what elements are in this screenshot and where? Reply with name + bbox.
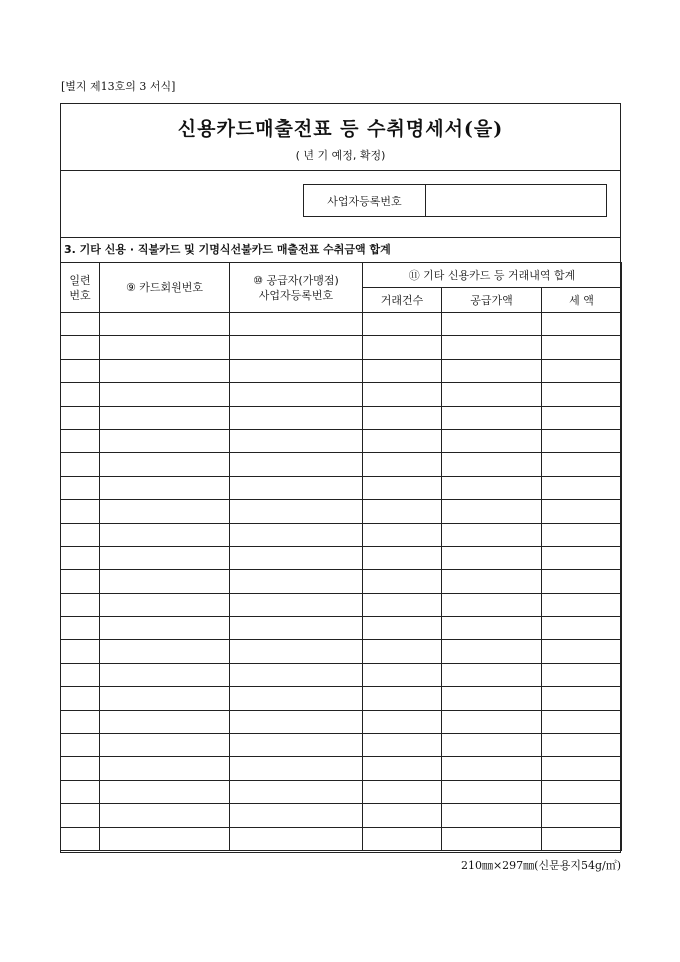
tax-amount-cell[interactable]	[542, 804, 622, 827]
table-row	[61, 453, 622, 476]
supply-amount-cell[interactable]	[442, 453, 542, 476]
card-number-cell[interactable]	[100, 780, 230, 803]
registration-section	[61, 170, 620, 238]
transaction-count-cell[interactable]	[363, 406, 442, 429]
table-row	[61, 617, 622, 640]
supplier-registration-cell[interactable]	[230, 570, 363, 593]
supply-amount-cell[interactable]	[442, 663, 542, 686]
card-number-cell[interactable]	[100, 336, 230, 359]
serial-number-cell[interactable]	[61, 710, 100, 733]
supply-amount-cell[interactable]	[442, 429, 542, 452]
table-row	[61, 663, 622, 686]
tax-amount-cell[interactable]	[542, 757, 622, 780]
supplier-registration-cell[interactable]	[230, 687, 363, 710]
card-number-cell[interactable]	[100, 453, 230, 476]
form-number-label: [별지 제13호의 3 서식]	[61, 80, 176, 93]
serial-number-cell[interactable]	[61, 687, 100, 710]
supplier-registration-cell[interactable]	[230, 453, 363, 476]
transaction-count-cell[interactable]	[363, 617, 442, 640]
table-row	[61, 429, 622, 452]
supplier-registration-cell[interactable]	[230, 617, 363, 640]
transaction-count-cell[interactable]	[363, 757, 442, 780]
supply-amount-cell[interactable]	[442, 546, 542, 569]
supplier-registration-cell[interactable]	[230, 429, 363, 452]
table-row	[61, 593, 622, 616]
card-number-cell[interactable]	[100, 617, 230, 640]
supplier-registration-cell[interactable]	[230, 710, 363, 733]
transaction-count-cell[interactable]	[363, 780, 442, 803]
tax-amount-cell[interactable]	[542, 359, 622, 382]
supply-amount-cell[interactable]	[442, 640, 542, 663]
supplier-registration-cell[interactable]	[230, 383, 363, 406]
table-header-row	[61, 263, 622, 288]
tax-amount-cell[interactable]	[542, 827, 622, 850]
serial-number-cell[interactable]	[61, 804, 100, 827]
supplier-registration-cell[interactable]	[230, 734, 363, 757]
paper-size-note: 210㎜×297㎜(신문용지54g/㎡)	[460, 859, 621, 872]
card-number-cell[interactable]	[100, 593, 230, 616]
receipt-table	[60, 262, 622, 851]
serial-number-cell[interactable]	[61, 757, 100, 780]
supplier-registration-cell[interactable]	[230, 523, 363, 546]
tax-amount-cell[interactable]	[542, 383, 622, 406]
serial-number-cell[interactable]	[61, 500, 100, 523]
card-number-cell[interactable]	[100, 476, 230, 499]
supplier-registration-cell[interactable]	[230, 336, 363, 359]
supply-amount-cell[interactable]	[442, 710, 542, 733]
supplier-registration-cell[interactable]	[230, 313, 363, 336]
transaction-count-cell[interactable]	[363, 640, 442, 663]
transaction-count-cell[interactable]	[363, 383, 442, 406]
card-number-cell[interactable]	[100, 500, 230, 523]
table-row	[61, 500, 622, 523]
transaction-count-cell[interactable]	[363, 734, 442, 757]
supply-amount-cell[interactable]	[442, 827, 542, 850]
table-row	[61, 476, 622, 499]
tax-amount-cell[interactable]	[542, 453, 622, 476]
card-number-cell[interactable]	[100, 406, 230, 429]
transaction-count-cell[interactable]	[363, 523, 442, 546]
table-row	[61, 687, 622, 710]
supplier-registration-header: ⑩ 공급자(가맹점) 사업자등록번호	[230, 263, 363, 313]
card-number-cell[interactable]	[100, 663, 230, 686]
serial-number-cell[interactable]	[61, 383, 100, 406]
card-number-cell[interactable]	[100, 359, 230, 382]
business-registration-field[interactable]	[425, 184, 607, 217]
supply-amount-header: 공급가액	[442, 288, 542, 313]
supply-amount-cell[interactable]	[442, 476, 542, 499]
transaction-count-cell[interactable]	[363, 710, 442, 733]
card-number-cell[interactable]	[100, 804, 230, 827]
serial-number-cell[interactable]	[61, 359, 100, 382]
serial-number-cell[interactable]	[61, 406, 100, 429]
tax-amount-cell[interactable]	[542, 663, 622, 686]
card-number-cell[interactable]	[100, 313, 230, 336]
form-title: 신용카드매출전표 등 수취명세서(을)	[177, 118, 504, 140]
serial-number-header: 일련 번호	[61, 263, 100, 313]
transaction-count-cell[interactable]	[363, 593, 442, 616]
tax-amount-cell[interactable]	[542, 640, 622, 663]
supply-amount-cell[interactable]	[442, 359, 542, 382]
period-subtitle: ( 년 기 예정, 확정)	[295, 149, 386, 162]
transaction-count-header: 거래건수	[363, 288, 442, 313]
transaction-count-cell[interactable]	[363, 687, 442, 710]
supply-amount-cell[interactable]	[442, 804, 542, 827]
transaction-count-cell[interactable]	[363, 453, 442, 476]
transaction-count-cell[interactable]	[363, 313, 442, 336]
card-number-cell[interactable]	[100, 710, 230, 733]
serial-number-cell[interactable]	[61, 570, 100, 593]
tax-amount-cell[interactable]	[542, 617, 622, 640]
card-number-cell[interactable]	[100, 687, 230, 710]
card-number-cell[interactable]	[100, 827, 230, 850]
supplier-registration-cell[interactable]	[230, 827, 363, 850]
title-section	[61, 104, 620, 171]
supplier-registration-cell[interactable]	[230, 757, 363, 780]
table-row	[61, 336, 622, 359]
serial-number-cell[interactable]	[61, 313, 100, 336]
serial-number-cell[interactable]	[61, 523, 100, 546]
supply-amount-cell[interactable]	[442, 617, 542, 640]
serial-number-cell[interactable]	[61, 593, 100, 616]
tax-amount-cell[interactable]	[542, 406, 622, 429]
business-registration-label: 사업자등록번호	[303, 184, 426, 217]
serial-number-cell[interactable]	[61, 476, 100, 499]
serial-number-cell[interactable]	[61, 336, 100, 359]
serial-number-cell[interactable]	[61, 663, 100, 686]
table-row	[61, 313, 622, 336]
supplier-registration-cell[interactable]	[230, 500, 363, 523]
transaction-count-cell[interactable]	[363, 546, 442, 569]
tax-amount-cell[interactable]	[542, 687, 622, 710]
tax-amount-cell[interactable]	[542, 500, 622, 523]
supply-amount-cell[interactable]	[442, 593, 542, 616]
table-row	[61, 734, 622, 757]
supplier-registration-cell[interactable]	[230, 359, 363, 382]
tax-amount-header: 세 액	[542, 288, 622, 313]
table-row	[61, 804, 622, 827]
form-frame	[60, 103, 621, 853]
table-row	[61, 359, 622, 382]
supplier-registration-cell[interactable]	[230, 546, 363, 569]
supplier-registration-cell[interactable]	[230, 663, 363, 686]
supplier-registration-cell[interactable]	[230, 406, 363, 429]
tax-amount-cell[interactable]	[542, 780, 622, 803]
tax-amount-cell[interactable]	[542, 593, 622, 616]
supply-amount-cell[interactable]	[442, 687, 542, 710]
supply-amount-cell[interactable]	[442, 500, 542, 523]
card-number-cell[interactable]	[100, 757, 230, 780]
serial-number-cell[interactable]	[61, 546, 100, 569]
serial-number-cell[interactable]	[61, 734, 100, 757]
transaction-count-cell[interactable]	[363, 429, 442, 452]
supply-amount-cell[interactable]	[442, 570, 542, 593]
supplier-registration-cell[interactable]	[230, 476, 363, 499]
table-row	[61, 780, 622, 803]
tax-amount-cell[interactable]	[542, 546, 622, 569]
tax-amount-cell[interactable]	[542, 429, 622, 452]
supply-amount-cell[interactable]	[442, 313, 542, 336]
card-number-header: ⑨ 카드회원번호	[100, 263, 230, 313]
supply-amount-cell[interactable]	[442, 383, 542, 406]
supplier-registration-cell[interactable]	[230, 593, 363, 616]
supply-amount-cell[interactable]	[442, 523, 542, 546]
transaction-count-cell[interactable]	[363, 336, 442, 359]
serial-number-cell[interactable]	[61, 453, 100, 476]
table-row	[61, 546, 622, 569]
supplier-registration-cell[interactable]	[230, 640, 363, 663]
table-row	[61, 640, 622, 663]
supply-amount-cell[interactable]	[442, 780, 542, 803]
transaction-count-cell[interactable]	[363, 827, 442, 850]
tax-amount-cell[interactable]	[542, 734, 622, 757]
card-number-cell[interactable]	[100, 570, 230, 593]
card-number-cell[interactable]	[100, 640, 230, 663]
card-number-cell[interactable]	[100, 734, 230, 757]
supplier-registration-cell[interactable]	[230, 804, 363, 827]
table-row	[61, 710, 622, 733]
table-row	[61, 406, 622, 429]
tax-amount-cell[interactable]	[542, 336, 622, 359]
card-number-cell[interactable]	[100, 383, 230, 406]
serial-number-cell[interactable]	[61, 640, 100, 663]
transaction-count-cell[interactable]	[363, 663, 442, 686]
tax-amount-cell[interactable]	[542, 476, 622, 499]
table-row	[61, 383, 622, 406]
table-row	[61, 827, 622, 850]
serial-number-cell[interactable]	[61, 827, 100, 850]
transaction-count-cell[interactable]	[363, 500, 442, 523]
section-heading: 3. 기타 신용 · 직불카드 및 기명식선불카드 매출전표 수취금액 합계	[64, 243, 391, 256]
tax-amount-cell[interactable]	[542, 313, 622, 336]
tax-amount-cell[interactable]	[542, 710, 622, 733]
table-row	[61, 757, 622, 780]
supply-amount-cell[interactable]	[442, 336, 542, 359]
card-number-cell[interactable]	[100, 429, 230, 452]
transaction-count-cell[interactable]	[363, 359, 442, 382]
tax-amount-cell[interactable]	[542, 570, 622, 593]
tax-amount-cell[interactable]	[542, 523, 622, 546]
table-row	[61, 523, 622, 546]
supply-amount-cell[interactable]	[442, 406, 542, 429]
serial-number-cell[interactable]	[61, 617, 100, 640]
table-body	[61, 313, 622, 851]
supply-amount-cell[interactable]	[442, 757, 542, 780]
supplier-registration-cell[interactable]	[230, 780, 363, 803]
card-number-cell[interactable]	[100, 546, 230, 569]
transaction-count-cell[interactable]	[363, 804, 442, 827]
card-number-cell[interactable]	[100, 523, 230, 546]
table-row	[61, 570, 622, 593]
serial-number-cell[interactable]	[61, 780, 100, 803]
transaction-summary-header: ⑪ 기타 신용카드 등 거래내역 합계	[363, 263, 622, 288]
serial-number-cell[interactable]	[61, 429, 100, 452]
transaction-count-cell[interactable]	[363, 476, 442, 499]
supply-amount-cell[interactable]	[442, 734, 542, 757]
transaction-count-cell[interactable]	[363, 570, 442, 593]
